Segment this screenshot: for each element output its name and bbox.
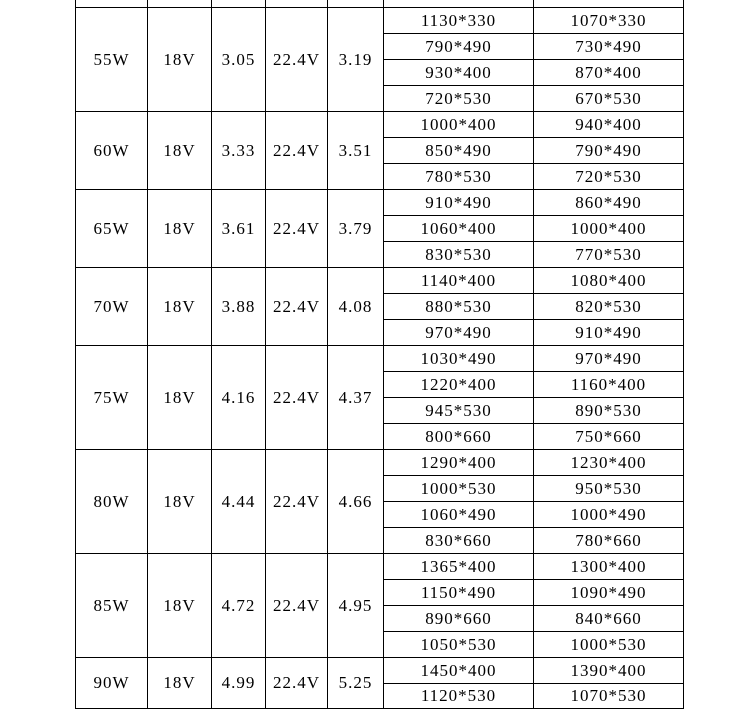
cell-vmp: 18V: [148, 450, 212, 554]
cell-isc: 5.25: [328, 658, 384, 709]
cell-dim-b: 1160*400: [534, 372, 684, 398]
cell-imp: 4.72: [212, 554, 266, 658]
cell-vmp: 18V: [148, 190, 212, 268]
cell-dim-a: 850*490: [384, 138, 534, 164]
cell-imp: 3.05: [212, 8, 266, 112]
cell-dim-b: 1090*490: [534, 580, 684, 606]
cell-isc: 4.37: [328, 346, 384, 450]
cell-voc: 22.4V: [266, 112, 328, 190]
cell-dim-a: 1000*400: [384, 112, 534, 138]
cell-dim-a: 1050*530: [384, 632, 534, 658]
header-unit-vmp: [148, 0, 212, 8]
cell-dim-b: 1000*400: [534, 216, 684, 242]
cell-dim-a: 1290*400: [384, 450, 534, 476]
cell-dim-b: 720*530: [534, 164, 684, 190]
cell-voc: 22.4V: [266, 190, 328, 268]
cell-vmp: 18V: [148, 346, 212, 450]
cell-vmp: 18V: [148, 658, 212, 709]
cell-vmp: 18V: [148, 268, 212, 346]
cell-dim-a: 1060*490: [384, 502, 534, 528]
cell-dim-b: 970*490: [534, 346, 684, 372]
cell-dim-a: 830*660: [384, 528, 534, 554]
cell-voc: 22.4V: [266, 658, 328, 709]
cell-voc: 22.4V: [266, 450, 328, 554]
cell-dim-a: 1150*490: [384, 580, 534, 606]
cell-dim-b: 1390*400: [534, 658, 684, 684]
cell-dim-b: 670*530: [534, 86, 684, 112]
cell-isc: 3.79: [328, 190, 384, 268]
cell-dim-a: 1140*400: [384, 268, 534, 294]
header-unit-imp: [212, 0, 266, 8]
cell-dim-b: 1230*400: [534, 450, 684, 476]
cell-power: 60W: [76, 112, 148, 190]
table-row: [76, 112, 684, 138]
cell-dim-a: 1120*530: [384, 684, 534, 709]
header-cell-power: [76, 0, 148, 8]
cell-dim-b: 910*490: [534, 320, 684, 346]
cell-dim-b: 840*660: [534, 606, 684, 632]
cell-power: 65W: [76, 190, 148, 268]
cell-dim-b: 1070*330: [534, 8, 684, 34]
cell-isc: 3.19: [328, 8, 384, 112]
cell-dim-a: 945*530: [384, 398, 534, 424]
cell-dim-b: 780*660: [534, 528, 684, 554]
cell-dim-a: 720*530: [384, 86, 534, 112]
cell-power: 70W: [76, 268, 148, 346]
cell-vmp: 18V: [148, 8, 212, 112]
cell-dim-a: 890*660: [384, 606, 534, 632]
cell-dim-a: 1130*330: [384, 8, 534, 34]
cell-dim-b: 860*490: [534, 190, 684, 216]
cell-imp: 3.88: [212, 268, 266, 346]
cell-imp: 3.33: [212, 112, 266, 190]
header-unit-dim-a: [384, 0, 534, 8]
table-row: [76, 190, 684, 216]
table-row: [76, 554, 684, 580]
cell-dim-a: 1365*400: [384, 554, 534, 580]
cell-imp: 4.44: [212, 450, 266, 554]
cell-imp: 3.61: [212, 190, 266, 268]
cell-vmp: 18V: [148, 554, 212, 658]
cell-isc: 4.66: [328, 450, 384, 554]
cell-dim-b: 1070*530: [534, 684, 684, 709]
header-unit-dim-b: [534, 0, 684, 8]
cell-dim-b: 870*400: [534, 60, 684, 86]
cell-dim-a: 800*660: [384, 424, 534, 450]
cell-dim-a: 910*490: [384, 190, 534, 216]
solar-panel-spec-table: [75, 0, 684, 709]
cell-dim-b: 1000*530: [534, 632, 684, 658]
cell-dim-a: 1220*400: [384, 372, 534, 398]
cell-dim-b: 1080*400: [534, 268, 684, 294]
cell-dim-b: 770*530: [534, 242, 684, 268]
cell-power: 90W: [76, 658, 148, 709]
table-row: [76, 346, 684, 372]
cell-imp: 4.16: [212, 346, 266, 450]
cell-dim-b: 940*400: [534, 112, 684, 138]
cell-dim-a: 880*530: [384, 294, 534, 320]
cell-power: 55W: [76, 8, 148, 112]
cell-dim-b: 950*530: [534, 476, 684, 502]
cell-dim-a: 970*490: [384, 320, 534, 346]
cell-dim-b: 790*490: [534, 138, 684, 164]
cell-imp: 4.99: [212, 658, 266, 709]
cell-dim-a: 790*490: [384, 34, 534, 60]
cell-isc: 4.08: [328, 268, 384, 346]
cell-dim-b: 1300*400: [534, 554, 684, 580]
cell-isc: 4.95: [328, 554, 384, 658]
cell-voc: 22.4V: [266, 346, 328, 450]
cell-dim-b: 730*490: [534, 34, 684, 60]
table-row: [76, 450, 684, 476]
cell-dim-b: 750*660: [534, 424, 684, 450]
cell-dim-b: 890*530: [534, 398, 684, 424]
cell-voc: 22.4V: [266, 554, 328, 658]
cell-dim-b: 1000*490: [534, 502, 684, 528]
cell-voc: 22.4V: [266, 8, 328, 112]
cell-power: 85W: [76, 554, 148, 658]
cell-power: 75W: [76, 346, 148, 450]
cell-dim-a: 830*530: [384, 242, 534, 268]
cell-voc: 22.4V: [266, 268, 328, 346]
cell-dim-b: 820*530: [534, 294, 684, 320]
cell-dim-a: 1000*530: [384, 476, 534, 502]
table-row: [76, 8, 684, 34]
cell-isc: 3.51: [328, 112, 384, 190]
header-unit-voc: [266, 0, 328, 8]
cell-vmp: 18V: [148, 112, 212, 190]
cell-power: 80W: [76, 450, 148, 554]
table-header-units-row: [76, 0, 684, 8]
cell-dim-a: 930*400: [384, 60, 534, 86]
cell-dim-a: 1450*400: [384, 658, 534, 684]
table-row: [76, 658, 684, 684]
cell-dim-a: 1030*490: [384, 346, 534, 372]
header-unit-isc: [328, 0, 384, 8]
cell-dim-a: 780*530: [384, 164, 534, 190]
cell-dim-a: 1060*400: [384, 216, 534, 242]
table-row: [76, 268, 684, 294]
